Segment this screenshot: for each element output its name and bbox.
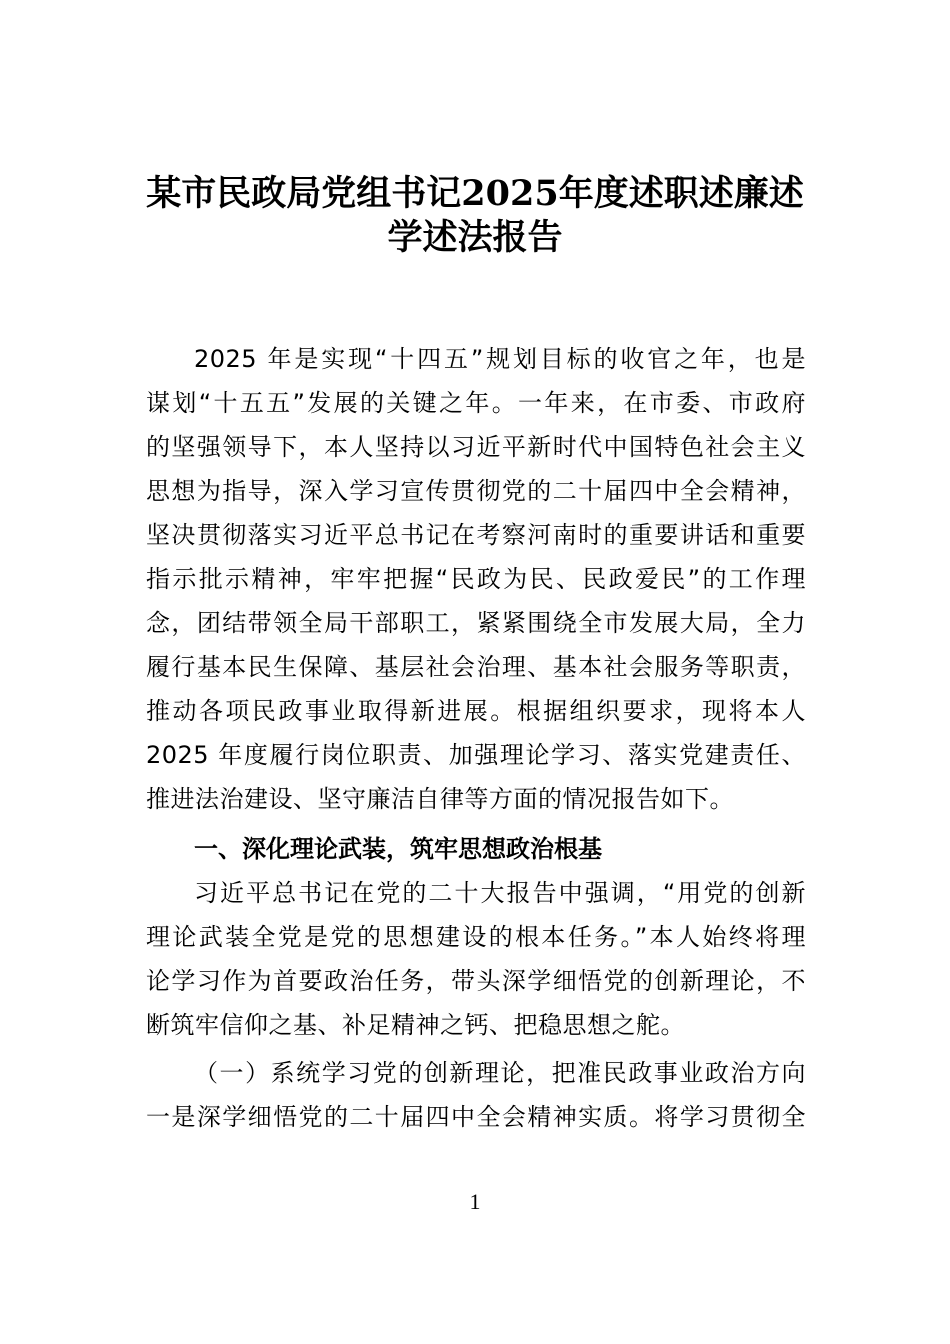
intro-line: 2025 年度履行岗位职责、加强理论学习、落实党建责任、 bbox=[146, 741, 806, 769]
page-number: 1 bbox=[469, 1189, 481, 1214]
section-line: 断筑牢信仰之基、补足精神之钙、把稳思想之舵。 bbox=[146, 1011, 685, 1039]
intro-line: 思想为指导，深入学习宣传贯彻党的二十届四中全会精神， bbox=[146, 477, 806, 505]
intro-line: 的坚强领导下，本人坚持以习近平新时代中国特色社会主义 bbox=[146, 433, 806, 461]
subsection-heading: （一）系统学习党的创新理论，把准民政事业政治方向 bbox=[194, 1059, 806, 1087]
intro-line: 推进法治建设、坚守廉洁自律等方面的情况报告如下。 bbox=[146, 785, 734, 813]
section-line: 论学习作为首要政治任务，带头深学细悟党的创新理论，不 bbox=[146, 967, 806, 995]
document-title-line-1: 某市民政局党组书记2025年度述职述廉述 bbox=[146, 173, 804, 214]
intro-line: 2025 年是实现“十四五”规划目标的收官之年，也是 bbox=[194, 345, 806, 373]
section-line: 理论武装全党是党的思想建设的根本任务。”本人始终将理 bbox=[146, 923, 806, 951]
intro-line: 履行基本民生保障、基层社会治理、基本社会服务等职责， bbox=[146, 653, 806, 681]
document-title-line-2: 学述法报告 bbox=[387, 217, 563, 258]
intro-line: 指示批示精神，牢牢把握“民政为民、民政爱民”的工作理 bbox=[146, 565, 806, 593]
intro-line: 推动各项民政事业取得新进展。根据组织要求，现将本人 bbox=[146, 697, 806, 725]
intro-line: 坚决贯彻落实习近平总书记在考察河南时的重要讲话和重要 bbox=[146, 521, 806, 549]
section-line: 习近平总书记在党的二十大报告中强调，“用党的创新 bbox=[194, 879, 806, 907]
subsection-line: 一是深学细悟党的二十届四中全会精神实质。将学习贯彻全 bbox=[146, 1103, 806, 1131]
section-heading: 一、深化理论武装，筑牢思想政治根基 bbox=[194, 835, 602, 863]
intro-line: 念，团结带领全局干部职工，紧紧围绕全市发展大局，全力 bbox=[146, 609, 806, 637]
intro-line: 谋划“十五五”发展的关键之年。一年来，在市委、市政府 bbox=[146, 389, 806, 417]
